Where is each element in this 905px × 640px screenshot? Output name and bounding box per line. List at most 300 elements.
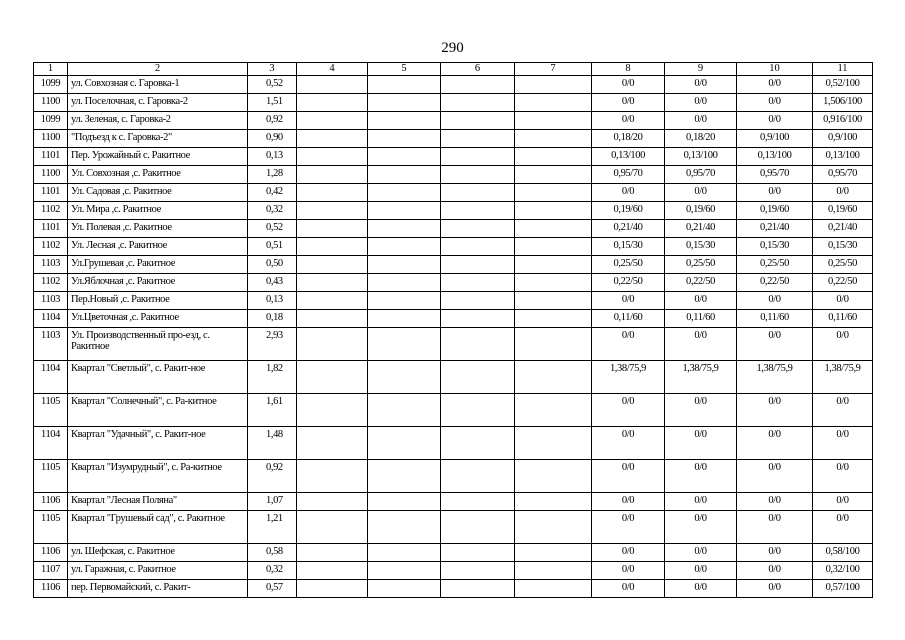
row-number-cell: 1102 (34, 274, 68, 292)
length-cell: 0,13 (248, 148, 297, 166)
empty-cell (515, 148, 592, 166)
value-cell: 0/0 (737, 427, 813, 460)
value-cell: 0/0 (665, 328, 737, 361)
empty-cell (297, 238, 368, 256)
table-row (34, 130, 873, 148)
empty-cell (368, 274, 441, 292)
length-cell: 0,42 (248, 184, 297, 202)
road-name-cell: ул. Зеленая, с. Гаровка-2 (68, 112, 248, 130)
value-cell: 0,18/20 (592, 130, 665, 148)
empty-cell (441, 130, 515, 148)
value-cell: 0/0 (592, 562, 665, 580)
empty-cell (297, 112, 368, 130)
empty-cell (441, 310, 515, 328)
value-cell: 0/0 (592, 493, 665, 511)
value-cell: 0,13/100 (813, 148, 873, 166)
empty-cell (368, 493, 441, 511)
value-cell: 0/0 (737, 511, 813, 544)
value-cell: 0,95/70 (813, 166, 873, 184)
row-number-cell: 1101 (34, 148, 68, 166)
column-header: 7 (515, 63, 592, 76)
empty-cell (297, 310, 368, 328)
table-row (34, 166, 873, 184)
value-cell: 0/0 (592, 511, 665, 544)
value-cell: 0,21/40 (665, 220, 737, 238)
empty-cell (515, 76, 592, 94)
value-cell: 0/0 (813, 511, 873, 544)
empty-cell (368, 394, 441, 427)
road-name-cell: Квартал "Солнечный", с. Ра-китное (68, 394, 248, 427)
road-name-cell: Квартал "Светлый", с. Ракит-ное (68, 361, 248, 394)
empty-cell (441, 292, 515, 310)
length-cell: 1,61 (248, 394, 297, 427)
row-number-cell: 1101 (34, 184, 68, 202)
row-number-cell: 1105 (34, 511, 68, 544)
value-cell: 0/0 (665, 427, 737, 460)
empty-cell (368, 256, 441, 274)
empty-cell (368, 220, 441, 238)
table-row (34, 112, 873, 130)
value-cell: 0/0 (592, 94, 665, 112)
value-cell: 0/0 (592, 76, 665, 94)
row-number-cell: 1099 (34, 112, 68, 130)
value-cell: 0,58/100 (813, 544, 873, 562)
column-header: 6 (441, 63, 515, 76)
value-cell: 0/0 (737, 112, 813, 130)
road-name-cell: Ул. Лесная ,с. Ракитное (68, 238, 248, 256)
empty-cell (368, 94, 441, 112)
value-cell: 0,15/30 (665, 238, 737, 256)
length-cell: 0,51 (248, 238, 297, 256)
empty-cell (515, 394, 592, 427)
length-cell: 1,28 (248, 166, 297, 184)
row-number-cell: 1102 (34, 202, 68, 220)
length-cell: 0,57 (248, 580, 297, 598)
table-body (34, 76, 873, 598)
empty-cell (297, 184, 368, 202)
road-name-cell: Ул. Производственный про-езд, с. Ракитное (68, 328, 248, 361)
empty-cell (368, 76, 441, 94)
road-name-cell: ул. Совхозная с. Гаровка-1 (68, 76, 248, 94)
road-name-cell: Квартал "Грушевый сад", с. Ракитное (68, 511, 248, 544)
row-number-cell: 1101 (34, 220, 68, 238)
empty-cell (368, 511, 441, 544)
empty-cell (441, 256, 515, 274)
empty-cell (515, 238, 592, 256)
empty-cell (368, 148, 441, 166)
value-cell: 0/0 (592, 292, 665, 310)
table-row (34, 427, 873, 460)
empty-cell (297, 511, 368, 544)
length-cell: 1,51 (248, 94, 297, 112)
table-row (34, 328, 873, 361)
value-cell: 0,57/100 (813, 580, 873, 598)
value-cell: 0/0 (665, 580, 737, 598)
table-row (34, 544, 873, 562)
column-header: 8 (592, 63, 665, 76)
value-cell: 0/0 (665, 562, 737, 580)
empty-cell (441, 76, 515, 94)
empty-cell (515, 310, 592, 328)
empty-cell (515, 361, 592, 394)
empty-cell (297, 580, 368, 598)
table-row (34, 493, 873, 511)
empty-cell (515, 94, 592, 112)
value-cell: 0/0 (737, 394, 813, 427)
row-number-cell: 1102 (34, 238, 68, 256)
road-name-cell: Ул.Яблочная ,с. Ракитное (68, 274, 248, 292)
empty-cell (515, 511, 592, 544)
value-cell: 0,25/50 (813, 256, 873, 274)
empty-cell (368, 328, 441, 361)
empty-cell (297, 220, 368, 238)
table-row (34, 274, 873, 292)
empty-cell (441, 511, 515, 544)
empty-cell (297, 130, 368, 148)
row-number-cell: 1100 (34, 94, 68, 112)
value-cell: 0,9/100 (813, 130, 873, 148)
table-row (34, 310, 873, 328)
value-cell: 0/0 (665, 184, 737, 202)
value-cell: 0/0 (813, 427, 873, 460)
value-cell: 0/0 (592, 112, 665, 130)
length-cell: 2,93 (248, 328, 297, 361)
road-name-cell: Квартал "Удачный", с. Ракит-ное (68, 427, 248, 460)
empty-cell (297, 94, 368, 112)
value-cell: 1,38/75,9 (813, 361, 873, 394)
value-cell: 0,19/60 (813, 202, 873, 220)
value-cell: 0/0 (813, 184, 873, 202)
length-cell: 0,92 (248, 112, 297, 130)
row-number-cell: 1100 (34, 166, 68, 184)
value-cell: 0/0 (665, 511, 737, 544)
empty-cell (297, 148, 368, 166)
value-cell: 0,19/60 (665, 202, 737, 220)
value-cell: 0/0 (813, 328, 873, 361)
empty-cell (441, 220, 515, 238)
row-number-cell: 1100 (34, 130, 68, 148)
value-cell: 0,95/70 (665, 166, 737, 184)
value-cell: 0,11/60 (737, 310, 813, 328)
value-cell: 0/0 (665, 76, 737, 94)
column-header: 1 (34, 63, 68, 76)
empty-cell (297, 361, 368, 394)
table-row (34, 292, 873, 310)
row-number-cell: 1104 (34, 310, 68, 328)
value-cell: 0,916/100 (813, 112, 873, 130)
empty-cell (515, 328, 592, 361)
value-cell: 0,13/100 (592, 148, 665, 166)
value-cell: 0,9/100 (737, 130, 813, 148)
row-number-cell: 1104 (34, 361, 68, 394)
empty-cell (297, 328, 368, 361)
value-cell: 0,22/50 (813, 274, 873, 292)
value-cell: 0/0 (665, 493, 737, 511)
row-number-cell: 1103 (34, 292, 68, 310)
value-cell: 0/0 (737, 580, 813, 598)
value-cell: 0/0 (813, 460, 873, 493)
empty-cell (515, 202, 592, 220)
length-cell: 1,21 (248, 511, 297, 544)
page-number: 290 (441, 40, 464, 56)
empty-cell (441, 544, 515, 562)
length-cell: 0,52 (248, 220, 297, 238)
empty-cell (368, 202, 441, 220)
empty-cell (515, 112, 592, 130)
length-cell: 1,07 (248, 493, 297, 511)
empty-cell (441, 328, 515, 361)
empty-cell (441, 148, 515, 166)
value-cell: 0/0 (592, 184, 665, 202)
value-cell: 0/0 (665, 292, 737, 310)
value-cell: 1,38/75,9 (665, 361, 737, 394)
empty-cell (368, 166, 441, 184)
empty-cell (297, 76, 368, 94)
empty-cell (368, 238, 441, 256)
empty-cell (368, 292, 441, 310)
empty-cell (441, 94, 515, 112)
empty-cell (515, 220, 592, 238)
length-cell: 1,48 (248, 427, 297, 460)
table-row (34, 256, 873, 274)
road-name-cell: Ул. Мира ,с. Ракитное (68, 202, 248, 220)
empty-cell (515, 544, 592, 562)
roads-table (33, 62, 873, 598)
table-row (34, 184, 873, 202)
empty-cell (368, 544, 441, 562)
empty-cell (441, 112, 515, 130)
length-cell: 0,58 (248, 544, 297, 562)
value-cell: 0,95/70 (592, 166, 665, 184)
row-number-cell: 1103 (34, 328, 68, 361)
empty-cell (368, 112, 441, 130)
road-name-cell: "Подъезд к с. Гаровка-2" (68, 130, 248, 148)
column-header: 2 (68, 63, 248, 76)
value-cell: 0/0 (737, 460, 813, 493)
empty-cell (441, 361, 515, 394)
table-row (34, 580, 873, 598)
empty-cell (297, 460, 368, 493)
length-cell: 0,50 (248, 256, 297, 274)
empty-cell (368, 130, 441, 148)
table-row (34, 94, 873, 112)
road-name-cell: пер. Первомайский, с. Ракит- (68, 580, 248, 598)
empty-cell (515, 580, 592, 598)
empty-cell (515, 184, 592, 202)
table-row (34, 238, 873, 256)
value-cell: 0/0 (665, 460, 737, 493)
empty-cell (515, 427, 592, 460)
road-name-cell: Ул.Грушевая ,с. Ракитное (68, 256, 248, 274)
road-name-cell: Ул. Садовая ,с. Ракитное (68, 184, 248, 202)
length-cell: 0,43 (248, 274, 297, 292)
value-cell: 0,15/30 (592, 238, 665, 256)
value-cell: 0,18/20 (665, 130, 737, 148)
value-cell: 0/0 (737, 94, 813, 112)
value-cell: 0/0 (737, 328, 813, 361)
column-header: 9 (665, 63, 737, 76)
value-cell: 0,32/100 (813, 562, 873, 580)
length-cell: 0,92 (248, 460, 297, 493)
value-cell: 0,13/100 (665, 148, 737, 166)
value-cell: 0/0 (737, 562, 813, 580)
empty-cell (368, 184, 441, 202)
value-cell: 0,15/30 (737, 238, 813, 256)
empty-cell (515, 562, 592, 580)
road-name-cell: Квартал "Изумрудный", с. Ра-китное (68, 460, 248, 493)
header-row (34, 63, 873, 76)
column-header: 5 (368, 63, 441, 76)
value-cell: 0/0 (737, 76, 813, 94)
table-row (34, 511, 873, 544)
value-cell: 0/0 (737, 493, 813, 511)
value-cell: 0,22/50 (665, 274, 737, 292)
empty-cell (515, 274, 592, 292)
length-cell: 0,90 (248, 130, 297, 148)
empty-cell (368, 310, 441, 328)
empty-cell (297, 256, 368, 274)
value-cell: 0,11/60 (813, 310, 873, 328)
empty-cell (368, 580, 441, 598)
row-number-cell: 1105 (34, 394, 68, 427)
value-cell: 0,15/30 (813, 238, 873, 256)
empty-cell (515, 166, 592, 184)
value-cell: 0,21/40 (813, 220, 873, 238)
value-cell: 0/0 (592, 394, 665, 427)
empty-cell (515, 493, 592, 511)
value-cell: 0/0 (813, 493, 873, 511)
value-cell: 0,11/60 (665, 310, 737, 328)
value-cell: 0/0 (592, 460, 665, 493)
empty-cell (441, 202, 515, 220)
row-number-cell: 1099 (34, 76, 68, 94)
empty-cell (441, 274, 515, 292)
empty-cell (441, 184, 515, 202)
empty-cell (297, 292, 368, 310)
row-number-cell: 1106 (34, 493, 68, 511)
empty-cell (297, 202, 368, 220)
length-cell: 0,32 (248, 202, 297, 220)
road-name-cell: Ул. Совхозная ,с. Ракитное (68, 166, 248, 184)
length-cell: 0,32 (248, 562, 297, 580)
row-number-cell: 1103 (34, 256, 68, 274)
empty-cell (297, 562, 368, 580)
table-row (34, 148, 873, 166)
road-name-cell: Пер. Урожайный с. Ракитное (68, 148, 248, 166)
road-name-cell: ул. Гаражная, с. Ракитное (68, 562, 248, 580)
empty-cell (441, 166, 515, 184)
value-cell: 1,38/75,9 (737, 361, 813, 394)
value-cell: 0/0 (737, 544, 813, 562)
empty-cell (368, 427, 441, 460)
empty-cell (515, 130, 592, 148)
table-row (34, 361, 873, 394)
road-name-cell: ул. Шефская, с. Ракитное (68, 544, 248, 562)
empty-cell (368, 361, 441, 394)
empty-cell (515, 460, 592, 493)
value-cell: 0,22/50 (592, 274, 665, 292)
column-header: 11 (813, 63, 873, 76)
length-cell: 1,82 (248, 361, 297, 394)
empty-cell (441, 394, 515, 427)
empty-cell (441, 238, 515, 256)
value-cell: 0/0 (592, 427, 665, 460)
value-cell: 0/0 (665, 544, 737, 562)
value-cell: 0,11/60 (592, 310, 665, 328)
value-cell: 0,19/60 (592, 202, 665, 220)
value-cell: 0,95/70 (737, 166, 813, 184)
column-header: 4 (297, 63, 368, 76)
empty-cell (441, 562, 515, 580)
value-cell: 0/0 (592, 544, 665, 562)
table-row (34, 562, 873, 580)
value-cell: 0,22/50 (737, 274, 813, 292)
empty-cell (515, 292, 592, 310)
value-cell: 0,25/50 (737, 256, 813, 274)
road-name-cell: ул. Поселочная, с. Гаровка-2 (68, 94, 248, 112)
value-cell: 0/0 (665, 394, 737, 427)
empty-cell (297, 427, 368, 460)
value-cell: 0/0 (665, 94, 737, 112)
column-header: 10 (737, 63, 813, 76)
value-cell: 0,52/100 (813, 76, 873, 94)
value-cell: 1,38/75,9 (592, 361, 665, 394)
empty-cell (297, 544, 368, 562)
empty-cell (441, 460, 515, 493)
value-cell: 0,25/50 (665, 256, 737, 274)
empty-cell (297, 493, 368, 511)
value-cell: 0/0 (737, 184, 813, 202)
length-cell: 0,18 (248, 310, 297, 328)
empty-cell (441, 580, 515, 598)
empty-cell (297, 274, 368, 292)
length-cell: 0,52 (248, 76, 297, 94)
value-cell: 0/0 (592, 328, 665, 361)
empty-cell (441, 427, 515, 460)
length-cell: 0,13 (248, 292, 297, 310)
value-cell: 0/0 (665, 112, 737, 130)
empty-cell (441, 493, 515, 511)
value-cell: 0/0 (737, 292, 813, 310)
empty-cell (368, 562, 441, 580)
value-cell: 0,21/40 (737, 220, 813, 238)
empty-cell (297, 394, 368, 427)
row-number-cell: 1106 (34, 544, 68, 562)
road-name-cell: Пер.Новый ,с. Ракитное (68, 292, 248, 310)
empty-cell (515, 256, 592, 274)
column-header: 3 (248, 63, 297, 76)
value-cell: 1,506/100 (813, 94, 873, 112)
road-name-cell: Ул.Цветочная ,с. Ракитное (68, 310, 248, 328)
value-cell: 0,19/60 (737, 202, 813, 220)
value-cell: 0,25/50 (592, 256, 665, 274)
value-cell: 0/0 (813, 292, 873, 310)
table-row (34, 394, 873, 427)
value-cell: 0/0 (592, 580, 665, 598)
row-number-cell: 1107 (34, 562, 68, 580)
table-row (34, 76, 873, 94)
table-row (34, 202, 873, 220)
value-cell: 0,21/40 (592, 220, 665, 238)
table-row (34, 220, 873, 238)
row-number-cell: 1106 (34, 580, 68, 598)
empty-cell (297, 166, 368, 184)
table-row (34, 460, 873, 493)
value-cell: 0/0 (813, 394, 873, 427)
row-number-cell: 1105 (34, 460, 68, 493)
road-name-cell: Квартал "Лесная Поляна" (68, 493, 248, 511)
value-cell: 0,13/100 (737, 148, 813, 166)
